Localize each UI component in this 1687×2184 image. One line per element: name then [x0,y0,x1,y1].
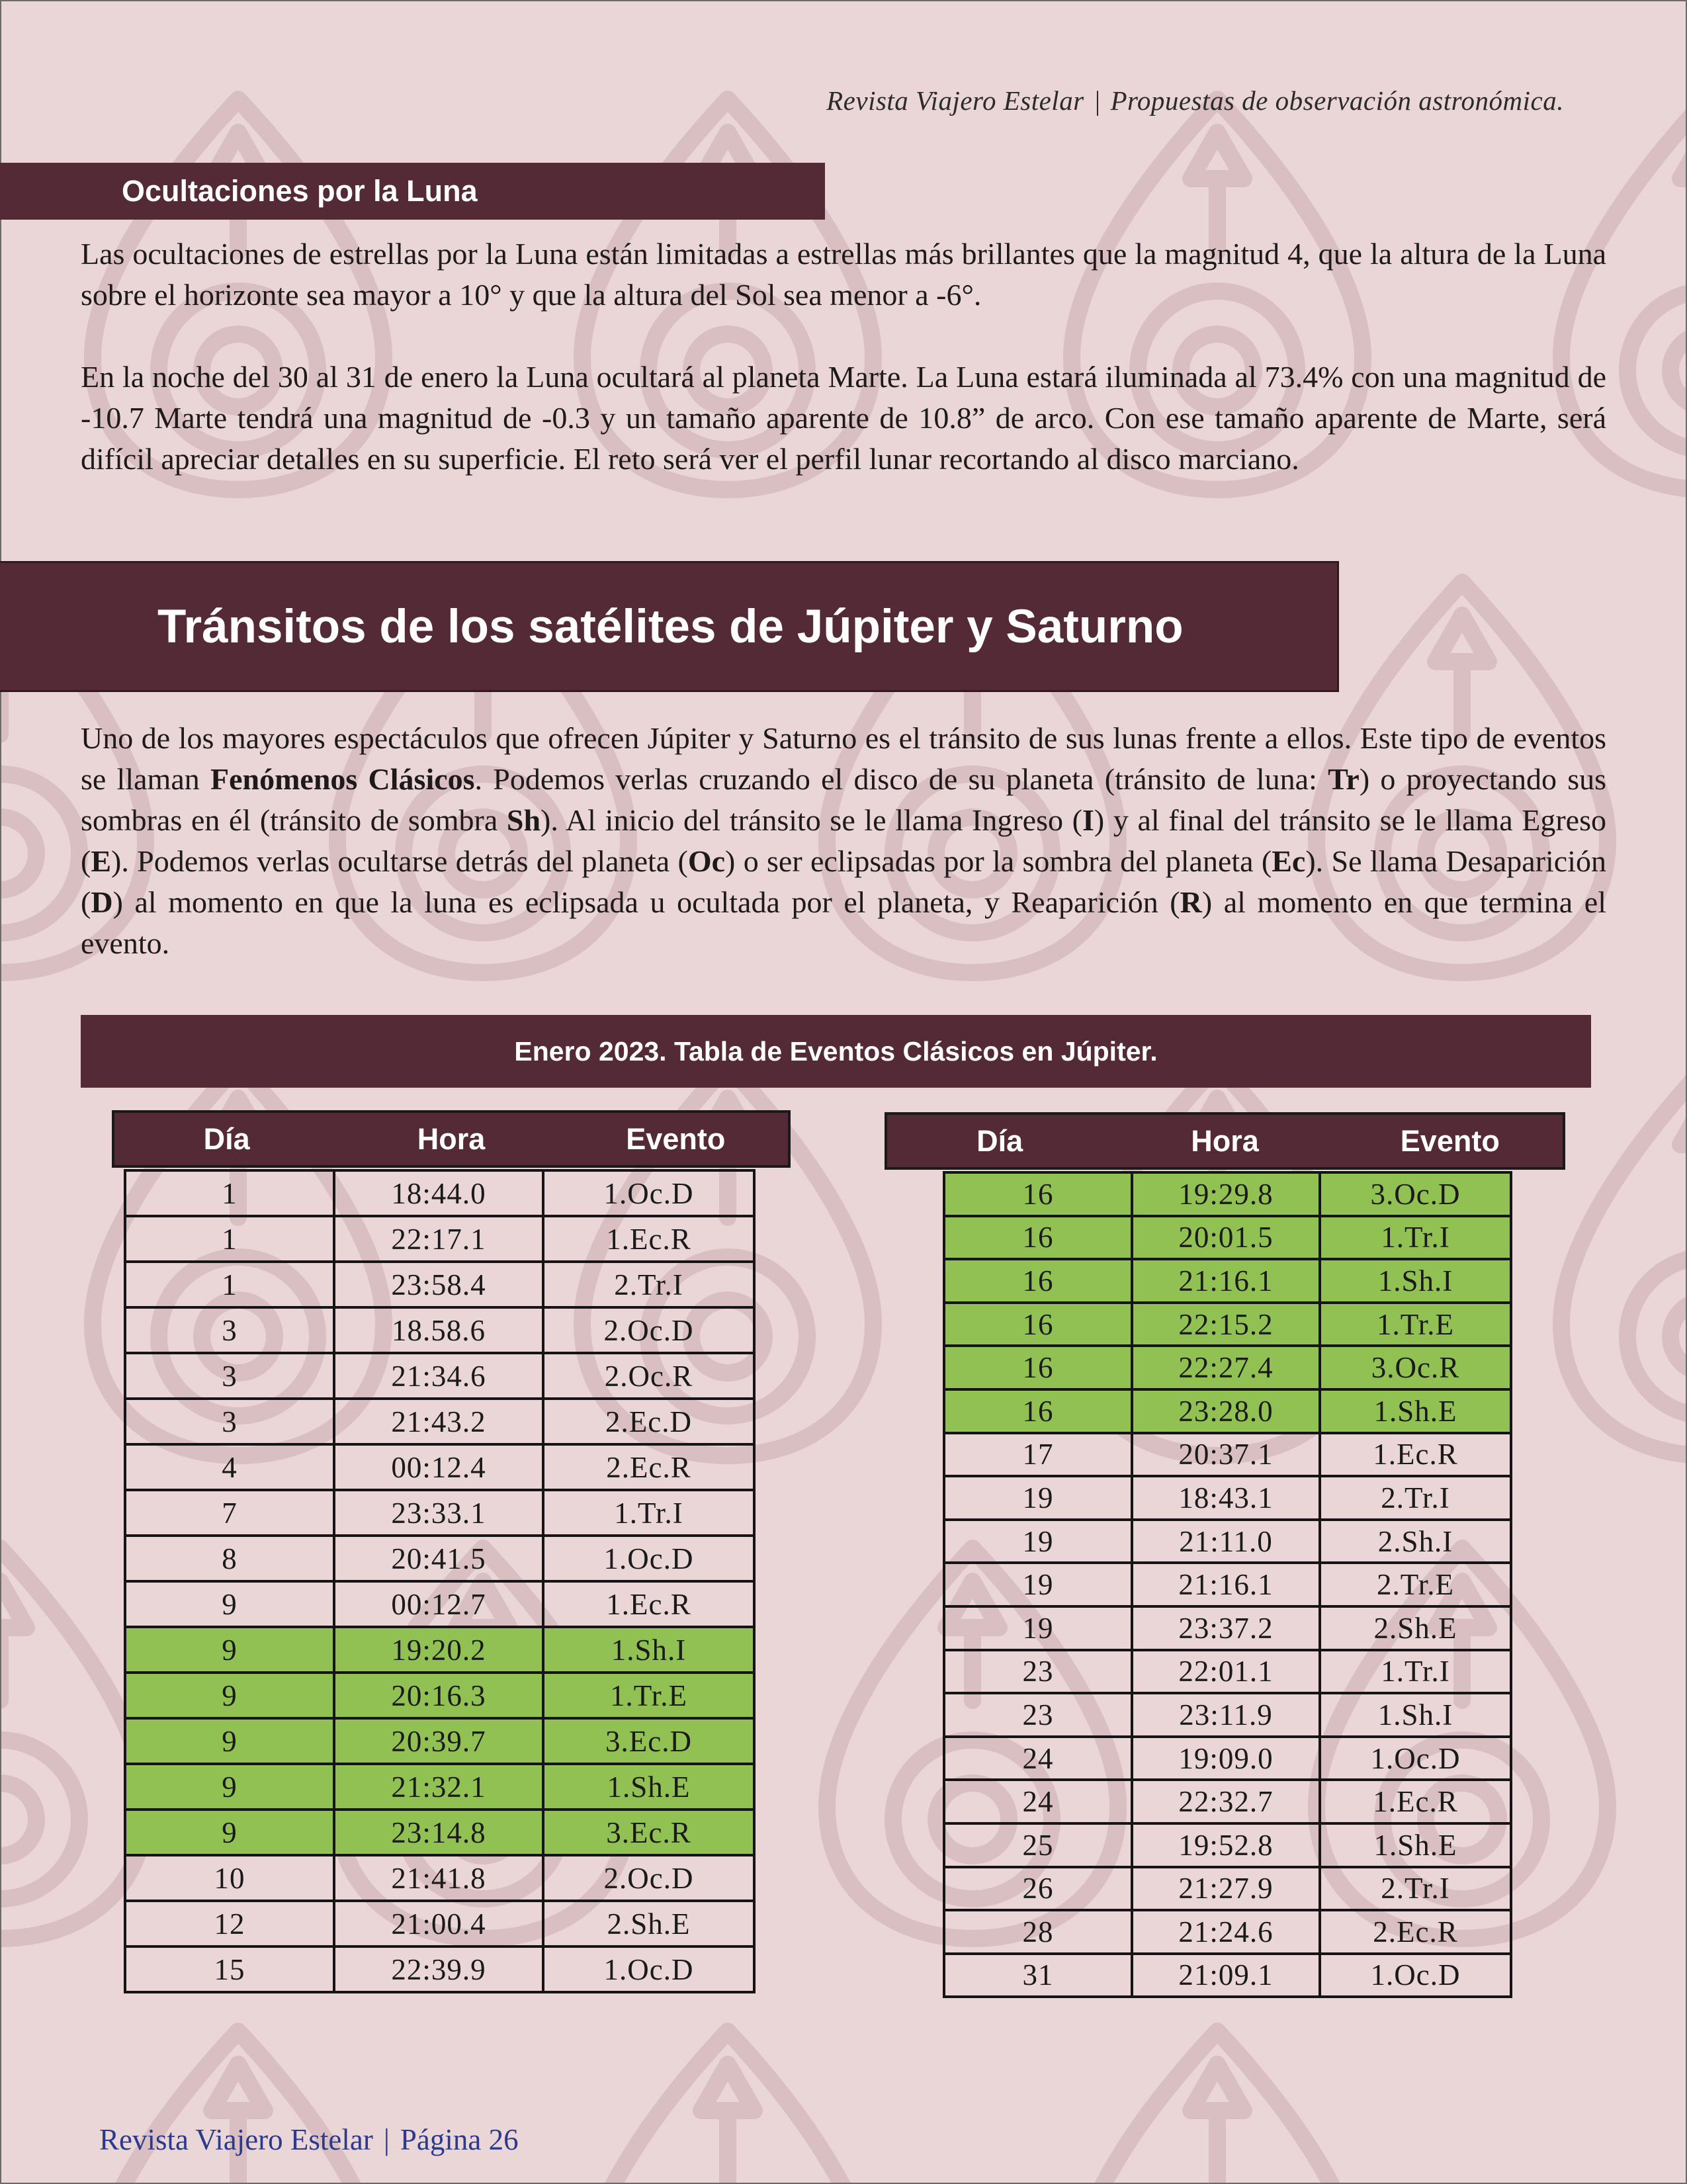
cell-hour: 23:33.1 [334,1490,543,1536]
cell-event: 2.Tr.I [1320,1867,1511,1911]
intro-text-segment: ). Podemos verlas ocultarse detrás del planeta ( [111,844,688,878]
cell-event: 2.Oc.D [543,1855,754,1901]
table-row [944,1303,1511,1346]
table-row [944,1172,1511,1216]
cell-hour: 20:41.5 [334,1536,543,1581]
intro-text-segment: . Podemos verlas cruzando el disco de su planeta (tránsito de luna: [474,762,1328,796]
table-row [944,1910,1511,1954]
table-row [125,1764,754,1810]
table-row [125,1946,754,1992]
cell-day: 25 [944,1823,1132,1867]
cell-event: 1.Ec.R [543,1216,754,1262]
cell-day: 10 [125,1855,334,1901]
cell-hour: 22:32.7 [1132,1780,1320,1823]
cell-event: 2.Tr.I [543,1262,754,1307]
table-row [125,1262,754,1307]
table-row [125,1399,754,1444]
cell-event: 2.Ec.R [1320,1910,1511,1954]
table-row [944,1216,1511,1260]
header-event: Evento [1400,1123,1500,1158]
cell-day: 4 [125,1444,334,1490]
cell-event: 1.Ec.R [543,1581,754,1627]
cell-hour: 21:27.9 [1132,1867,1320,1911]
cell-hour: 22:17.1 [334,1216,543,1262]
table-row [125,1627,754,1673]
cell-day: 12 [125,1901,334,1946]
page-footer [99,2122,519,2157]
cell-hour: 21:34.6 [334,1353,543,1399]
table-row [125,1718,754,1764]
cell-event: 1.Tr.E [543,1673,754,1718]
cell-hour: 20:39.7 [334,1718,543,1764]
cell-day: 8 [125,1536,334,1581]
term-abbreviation: I [1082,803,1094,837]
header-day: Día [976,1123,1023,1158]
cell-event: 1.Ec.R [1320,1780,1511,1823]
cell-event: 2.Sh.E [1320,1606,1511,1650]
cell-hour: 22:01.1 [1132,1650,1320,1694]
cell-day: 9 [125,1764,334,1810]
table-row [944,1346,1511,1389]
cell-day: 24 [944,1780,1132,1823]
term-abbreviation: R [1180,885,1202,919]
cell-day: 19 [944,1476,1132,1520]
cell-day: 16 [944,1303,1132,1346]
header-hour: Hora [417,1121,486,1156]
cell-day: 24 [944,1737,1132,1780]
term-abbreviation: E [91,844,112,878]
cell-event: 1.Tr.I [543,1490,754,1536]
term-abbreviation: Tr [1328,762,1360,796]
cell-day: 26 [944,1867,1132,1911]
term-abbreviation: Sh [506,803,541,837]
cell-event: 1.Sh.E [1320,1823,1511,1867]
table-row [125,1216,754,1262]
cell-hour: 20:37.1 [1132,1433,1320,1477]
table-row [944,1954,1511,1997]
intro-text-segment: ). Se llama Desaparición ( [81,844,1607,919]
left-events-table [124,1169,756,1993]
term-abbreviation: Fenómenos Clásicos [210,762,475,796]
table-row [125,1490,754,1536]
table-row [944,1433,1511,1477]
cell-event: 1.Oc.D [1320,1737,1511,1780]
cell-event: 1.Ec.R [1320,1433,1511,1477]
cell-day: 1 [125,1170,334,1216]
transits-title-banner: Tránsitos de los satélites de Júpiter y Saturno [0,561,1339,692]
cell-hour: 21:41.8 [334,1855,543,1901]
table-row [125,1901,754,1946]
cell-day: 16 [944,1216,1132,1260]
table-row [944,1606,1511,1650]
transits-intro-paragraph [81,718,1606,964]
term-abbreviation: Ec [1272,844,1306,878]
footer-page-number: Página 26 [400,2123,519,2156]
intro-text-segment: ) al momento en que termina el evento. [81,885,1606,960]
cell-hour: 22:39.9 [334,1946,543,1992]
cell-day: 19 [944,1563,1132,1606]
left-table-header [112,1110,791,1168]
cell-event: 2.Ec.R [543,1444,754,1490]
cell-event: 3.Ec.R [543,1810,754,1855]
table-row [125,1673,754,1718]
header-separator: | [1093,85,1102,116]
intro-text-segment: ) o ser eclipsadas por la sombra del planeta ( [725,844,1272,878]
cell-day: 3 [125,1307,334,1353]
cell-event: 3.Ec.D [543,1718,754,1764]
cell-hour: 00:12.4 [334,1444,543,1490]
table-row [944,1693,1511,1737]
cell-event: 2.Oc.R [543,1353,754,1399]
right-events-table [943,1171,1512,1998]
table-caption: Enero 2023. Tabla de Eventos Clásicos en Júpiter. [81,1015,1591,1088]
cell-event: 2.Ec.D [543,1399,754,1444]
table-row [944,1737,1511,1780]
table-row [125,1581,754,1627]
table-row [125,1444,754,1490]
cell-event: 3.Oc.D [1320,1172,1511,1216]
running-header [826,85,1564,116]
header-day: Día [203,1121,250,1156]
header-hour: Hora [1191,1123,1259,1158]
cell-hour: 21:24.6 [1132,1910,1320,1954]
cell-day: 1 [125,1216,334,1262]
cell-event: 1.Tr.I [1320,1650,1511,1694]
cell-day: 3 [125,1353,334,1399]
header-event: Evento [626,1121,726,1156]
cell-hour: 23:11.9 [1132,1693,1320,1737]
table-row [125,1307,754,1353]
cell-day: 16 [944,1172,1132,1216]
intro-text-segment: ). Al inicio del tránsito se le llama Ingreso ( [541,803,1082,837]
cell-day: 15 [125,1946,334,1992]
table-row [944,1563,1511,1606]
table-row [944,1389,1511,1433]
header-subtitle: Propuestas de observación astronómica. [1110,85,1564,116]
table-row [944,1780,1511,1823]
intro-text-segment: ) y al final del tránsito se le llama Egreso ( [81,803,1606,878]
cell-hour: 21:16.1 [1132,1563,1320,1606]
cell-day: 9 [125,1581,334,1627]
cell-day: 16 [944,1346,1132,1389]
intro-text-segment: ) o proyectando sus sombras en él (tránsito de sombra [81,762,1606,837]
table-row [125,1855,754,1901]
cell-day: 17 [944,1433,1132,1477]
cell-hour: 22:27.4 [1132,1346,1320,1389]
cell-event: 1.Tr.I [1320,1216,1511,1260]
cell-day: 9 [125,1810,334,1855]
intro-text-segment: Uno de los mayores espectáculos que ofrecen Júpiter y Saturno es el tránsito de sus lunas frente a ellos. Este tipo de eventos se llaman [81,721,1606,796]
cell-day: 23 [944,1650,1132,1694]
cell-day: 19 [944,1606,1132,1650]
cell-event: 1.Sh.I [1320,1259,1511,1303]
cell-hour: 22:15.2 [1132,1303,1320,1346]
cell-event: 1.Oc.D [543,1170,754,1216]
table-row [944,1867,1511,1911]
right-table-header [885,1112,1565,1170]
cell-event: 3.Oc.R [1320,1346,1511,1389]
cell-hour: 23:14.8 [334,1810,543,1855]
cell-event: 2.Sh.E [543,1901,754,1946]
cell-day: 7 [125,1490,334,1536]
intro-text-segment: ) al momento en que la luna es eclipsada u ocultada por el planeta, y Reaparición ( [112,885,1180,919]
table-row [944,1259,1511,1303]
occultation-paragraph-1: Las ocultaciones de estrellas por la Luna están limitadas a estrellas más brillantes que la magnitud 4, que la altura de la Luna sobre el horizonte sea mayor a 10° y que la altura del Sol sea menor a -6°. [81,237,1606,312]
cell-event: 1.Sh.I [1320,1693,1511,1737]
cell-hour: 20:16.3 [334,1673,543,1718]
cell-event: 2.Sh.I [1320,1520,1511,1563]
cell-day: 16 [944,1259,1132,1303]
cell-hour: 21:32.1 [334,1764,543,1810]
cell-event: 1.Sh.I [543,1627,754,1673]
occultation-paragraph-2: En la noche del 30 al 31 de enero la Luna ocultará al planeta Marte. La Luna estará iluminada al 73.4% con una magnitud de -10.7 Marte tendrá una magnitud de -0.3 y un tamaño aparente de 10.8” de arco. Con ese tamaño aparente de Marte, será difícil apreciar detalles en su superficie. El reto será ver el perfil lunar recortando al disco marciano. [81,360,1606,476]
cell-event: 1.Oc.D [543,1536,754,1581]
cell-hour: 23:37.2 [1132,1606,1320,1650]
cell-event: 1.Sh.E [1320,1389,1511,1433]
cell-event: 1.Tr.E [1320,1303,1511,1346]
cell-hour: 21:00.4 [334,1901,543,1946]
cell-event: 2.Tr.I [1320,1476,1511,1520]
table-row [125,1810,754,1855]
cell-day: 1 [125,1262,334,1307]
cell-hour: 20:01.5 [1132,1216,1320,1260]
cell-event: 2.Tr.E [1320,1563,1511,1606]
header-magazine: Revista Viajero Estelar [826,85,1084,116]
footer-magazine: Revista Viajero Estelar [99,2123,373,2156]
term-abbreviation: Oc [687,844,726,878]
cell-day: 3 [125,1399,334,1444]
table-row [125,1536,754,1581]
cell-day: 9 [125,1718,334,1764]
table-row [125,1353,754,1399]
cell-hour: 23:28.0 [1132,1389,1320,1433]
cell-day: 28 [944,1910,1132,1954]
cell-event: 1.Sh.E [543,1764,754,1810]
cell-hour: 19:20.2 [334,1627,543,1673]
cell-day: 23 [944,1693,1132,1737]
cell-event: 1.Oc.D [1320,1954,1511,1997]
cell-hour: 00:12.7 [334,1581,543,1627]
section-heading-occultations: Ocultaciones por la Luna [0,163,825,220]
cell-hour: 21:43.2 [334,1399,543,1444]
cell-hour: 18.58.6 [334,1307,543,1353]
cell-hour: 19:09.0 [1132,1737,1320,1780]
table-row [944,1823,1511,1867]
cell-hour: 18:43.1 [1132,1476,1320,1520]
cell-hour: 21:09.1 [1132,1954,1320,1997]
cell-hour: 21:16.1 [1132,1259,1320,1303]
cell-hour: 21:11.0 [1132,1520,1320,1563]
table-row [944,1520,1511,1563]
cell-event: 1.Oc.D [543,1946,754,1992]
table-row [944,1476,1511,1520]
cell-day: 9 [125,1627,334,1673]
table-row [944,1650,1511,1694]
cell-day: 31 [944,1954,1132,1997]
table-row [125,1170,754,1216]
cell-hour: 19:29.8 [1132,1172,1320,1216]
cell-hour: 19:52.8 [1132,1823,1320,1867]
footer-separator: | [383,2123,390,2156]
cell-day: 16 [944,1389,1132,1433]
cell-day: 9 [125,1673,334,1718]
cell-hour: 18:44.0 [334,1170,543,1216]
term-abbreviation: D [91,885,113,919]
cell-event: 2.Oc.D [543,1307,754,1353]
cell-hour: 23:58.4 [334,1262,543,1307]
cell-day: 19 [944,1520,1132,1563]
